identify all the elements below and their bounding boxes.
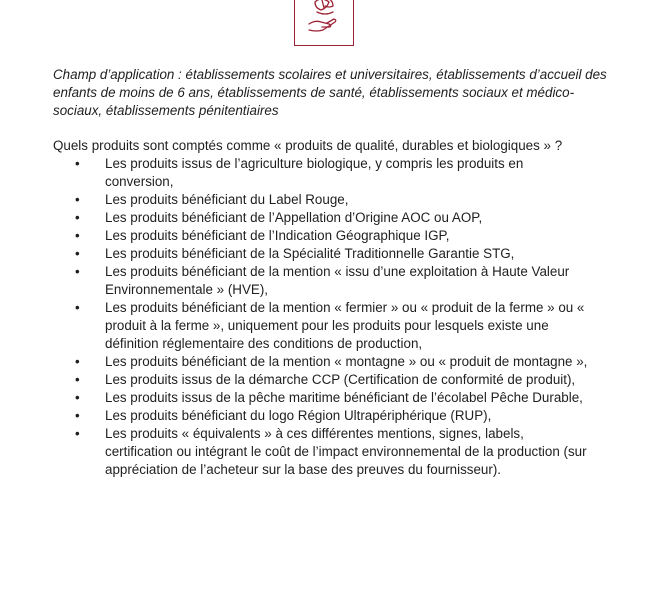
- list-item: [0, 155, 595, 191]
- list-item-text: Les produits issus de l’agriculture biologique, y compris les produits en conversion,: [105, 156, 524, 189]
- bullet: •: [75, 246, 80, 261]
- hand-holding-leaf-icon: [303, 0, 347, 38]
- list-item: [0, 245, 595, 263]
- bullet: •: [75, 408, 80, 423]
- bullet: •: [75, 372, 80, 387]
- bullet: •: [75, 300, 80, 315]
- list-item: [0, 209, 595, 227]
- bullet: •: [75, 228, 80, 243]
- bullet: •: [75, 192, 80, 207]
- list-item-text: Les produits bénéficiant de la Spécialité Traditionnelle Garantie STG,: [105, 246, 515, 261]
- list-item-text: Les produits bénéficiant du logo Région Ultrapériphérique (RUP),: [105, 408, 492, 423]
- list-item: [0, 299, 595, 353]
- list-item-text: Les produits bénéficiant de l’Indication Géographique IGP,: [105, 228, 450, 243]
- list-item: [0, 389, 595, 407]
- bullet: •: [75, 156, 80, 171]
- list-item: [0, 263, 595, 299]
- list-item: [0, 191, 595, 209]
- list-item-text: Les produits issus de la pêche maritime bénéficiant de l’écolabel Pêche Durable,: [105, 390, 583, 405]
- list-item: [0, 371, 595, 389]
- list-item-text: Les produits bénéficiant du Label Rouge,: [105, 192, 349, 207]
- bullet: •: [75, 354, 80, 369]
- list-item: [0, 407, 595, 425]
- product-list: [0, 155, 651, 479]
- list-item-text: Les produits bénéficiant de la mention « issu d’une exploitation à Haute Valeur Environnementale » (HVE),: [105, 264, 570, 297]
- scope-text: Champ d’application : établissements scolaires et universitaires, établissements d’accueil des enfants de moins de 6 ans, établissements de santé, établissements sociaux et médico-sociaux, établissements pénitentiaires: [53, 67, 607, 118]
- bullet: •: [75, 264, 80, 279]
- bullet: •: [75, 210, 80, 225]
- list-item: [0, 227, 595, 245]
- list-item-text: Les produits bénéficiant de la mention « montagne » ou « produit de montagne »,: [105, 354, 588, 369]
- question-heading: Quels produits sont comptés comme « produits de qualité, durables et biologiques » ?: [53, 138, 563, 153]
- bullet: •: [75, 426, 80, 441]
- list-item-text: Les produits « équivalents » à ces différentes mentions, signes, labels, certification ou intégrant le coût de l’impact environnemental de la production (sur appréciation de l’acheteur sur la base des preuves du fournisseur).: [105, 426, 587, 477]
- list-item: [0, 353, 595, 371]
- list-item: [0, 425, 595, 479]
- list-item-text: Les produits issus de la démarche CCP (Certification de conformité de produit),: [105, 372, 576, 387]
- list-item-text: Les produits bénéficiant de l’Appellation d’Origine AOC ou AOP,: [105, 210, 483, 225]
- logo-frame: [294, 0, 354, 46]
- bullet: •: [75, 390, 80, 405]
- list-item-text: Les produits bénéficiant de la mention « fermier » ou « produit de la ferme » ou « produit à la ferme », uniquement pour les produits pour lesquels existe une définition réglementaire des conditions de production,: [105, 300, 585, 351]
